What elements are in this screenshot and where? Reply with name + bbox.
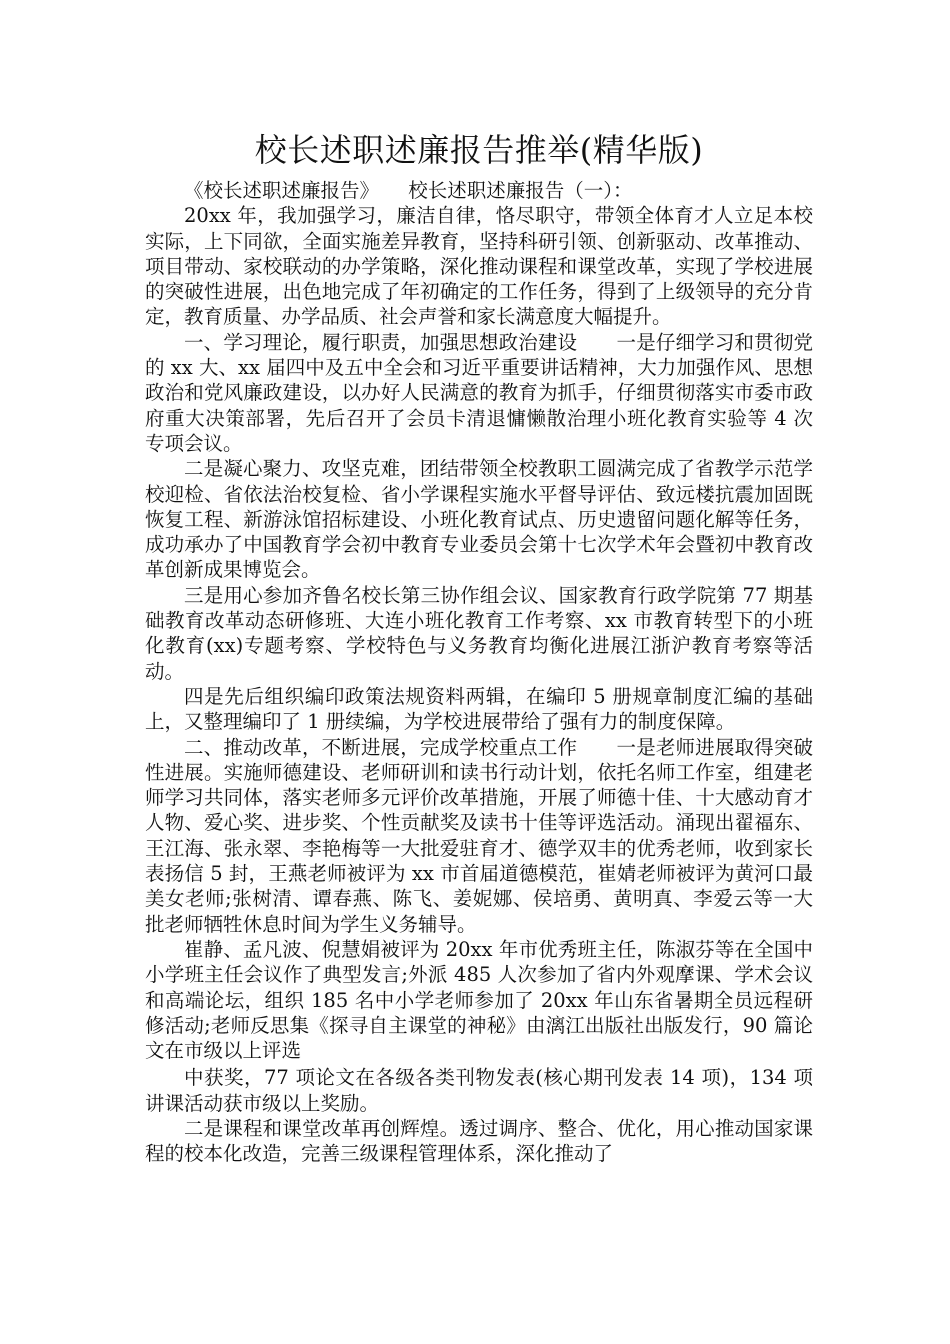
document-page (145, 128, 813, 1167)
body-paragraph: 中获奖，77 项论文在各级各类刊物发表(核心期刊发表 14 项)，134 项讲课活动获市级以上奖励。 (145, 1066, 813, 1115)
body-paragraph: 二是凝心聚力、攻坚克难，团结带领全校教职工圆满完成了省教学示范学校迎检、省依法治校复检、省小学课程实施水平督导评估、致远楼抗震加固既恢复工程、新游泳馆招标建设、小班化教育试点、历史遗留问题化解等任务，成功承办了中国教育学会初中教育专业委员会第十七次学术年会暨初中教育改革创新成果博览会。 (145, 457, 813, 582)
body-paragraph: 20xx 年，我加强学习，廉洁自律，恪尽职守，带领全体育才人立足本校实际，上下同欲，全面实施差异教育，坚持科研引领、创新驱动、改革推动、项目带动、家校联动的办学策略，深化推动课程和课堂改革，实现了学校进展的突破性进展，出色地完成了年初确定的工作任务，得到了上级领导的充分肯定，教育质量、办学品质、社会声誉和家长满意度大幅提升。 (145, 204, 813, 329)
body-paragraph: 崔静、孟凡波、倪慧娟被评为 20xx 年市优秀班主任，陈淑芬等在全国中小学班主任会议作了典型发言;外派 485 人次参加了省内外观摩课、学术会议和高端论坛，组织 185 名中小学老师参加了 20xx 年山东省暑期全员远程研修活动;老师反思集《探寻自主课堂的神秘》由漓江出版社出版发行，90 篇论文在市级以上评选 (145, 937, 813, 1063)
body-paragraph: 三是用心参加齐鲁名校长第三协作组会议、国家教育行政学院第 77 期基础教育改革动态研修班、大连小班化教育工作考察、xx 市教育转型下的小班化教育(xx)专题考察、学校特色与义务教育均衡化进展江浙沪教育考察等活动。 (145, 583, 813, 683)
document-title: 校长述职述廉报告推举(精华版) (254, 131, 704, 169)
body-paragraph: 一、学习理论，履行职责，加强思想政治建设 一是仔细学习和贯彻党的 xx 大、xx 届四中及五中全会和习近平重要讲话精神，大力加强作风、思想政治和党风廉政建设，以办好人民满意的教育为抓手，仔细贯彻落实市委市政府重大决策部署，先后召开了会员卡清退慵懒散治理小班化教育实验等 4 次专项会议。 (145, 330, 813, 455)
intro-heading: 《校长述职述廉报告》 校长述职述廉报告（一）： (184, 179, 633, 202)
body-paragraph: 四是先后组织编印政策法规资料两辑，在编印 5 册规章制度汇编的基础上，又整理编印了 1 册续编，为学校进展带给了强有力的制度保障。 (145, 684, 813, 734)
body-paragraph: 二是课程和课堂改革再创辉煌。透过调序、整合、优化，用心推动国家课程的校本化改造，完善三级课程管理体系，深化推动了 (145, 1116, 813, 1166)
body-paragraph: 二、推动改革，不断进展，完成学校重点工作 一是老师进展取得突破性进展。实施师德建设、老师研训和读书行动计划，依托名师工作室，组建老师学习共同体，落实老师多元评价改革措施，开展了师德十佳、十大感动育才人物、爱心奖、进步奖、个性贡献奖及读书十佳等评选活动。涌现出翟福东、王江海、张永翠、李艳梅等一大批爱驻育才、德学双丰的优秀老师，收到家长表扬信 5 封，王燕老师被评为 xx 市首届道德模范，崔婧老师被评为黄河口最美女老师;张树清、谭春燕、陈飞、姜妮娜、侯培勇、黄明真、李爱云等一大批老师牺牲休息时间为学生义务辅导。 (145, 735, 813, 936)
